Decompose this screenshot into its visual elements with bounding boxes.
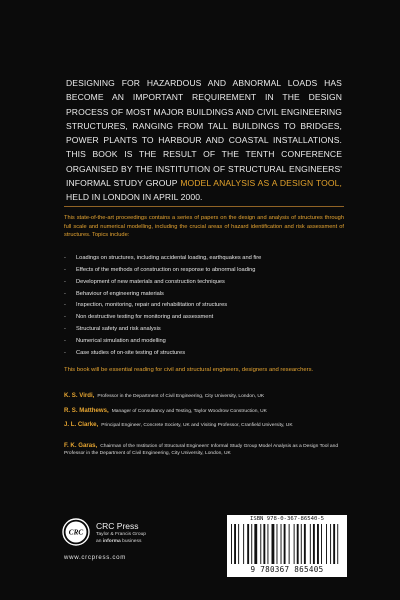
publisher-url[interactable]: www.crcpress.com bbox=[64, 554, 126, 561]
list-item bbox=[64, 348, 344, 360]
intro-text-start: DESIGNING FOR HAZARDOUS AND ABNORMAL LOADS HAS BECOME AN IMPORTANT REQUIREMENT IN THE DESIGN PROCESS OF MOST MAJOR BUILDINGS AND CIVIL ENGINEERING STRUCTURES, RANGING FROM TALL BUILDINGS TO BRIDGES, POWER PLANTS TO HARBOUR AND COASTAL INSTALLATIONS. THIS BOOK IS THE RESULT OF THE TENTH CONFERENCE ORGANISED BY THE INSTITUTION OF STRUCTURAL ENGINEERS' INFORMAL STUDY GROUP bbox=[66, 78, 342, 189]
editor-entry bbox=[64, 421, 344, 429]
topic-text: Development of new materials and construction techniques bbox=[76, 278, 225, 285]
divider-rule bbox=[64, 206, 344, 207]
barcode-bar bbox=[281, 524, 282, 564]
barcode-bar bbox=[254, 524, 257, 564]
isbn-barcode bbox=[227, 515, 347, 577]
editor-description: Principal Engineer, Concrete Society, UK and Visiting Professor, Cranfield University, UK bbox=[101, 423, 293, 428]
barcode-bar bbox=[272, 524, 275, 564]
editor-description: Professor in the Department of Civil Engineering, City University, London, UK bbox=[97, 394, 265, 399]
intro-text-end: HELD IN LONDON IN APRIL 2000. bbox=[66, 192, 203, 203]
intro-paragraph bbox=[66, 76, 342, 205]
barcode-bar bbox=[313, 524, 315, 564]
barcode-bar bbox=[260, 524, 261, 564]
bullet-dash: - bbox=[64, 337, 66, 344]
isbn-label: ISBN 978-0-367-86540-5 bbox=[249, 516, 325, 522]
topic-text: Loadings on structures, including accidental loading, earthquakes and fire bbox=[76, 255, 262, 261]
publisher-group: Taylor & Francis Group bbox=[96, 532, 147, 537]
barcode-bar bbox=[238, 524, 239, 564]
closing-paragraph: This book will be essential reading for civil and structural engineers, designers and researchers. bbox=[64, 367, 314, 373]
crc-press-logo-icon bbox=[62, 518, 90, 546]
list-item bbox=[64, 300, 344, 312]
barcode-bar bbox=[297, 524, 299, 564]
barcode-bar bbox=[289, 524, 290, 564]
barcode-bar bbox=[304, 524, 306, 564]
list-item bbox=[64, 277, 344, 289]
bullet-dash: - bbox=[64, 349, 66, 356]
barcode-bar bbox=[284, 524, 286, 564]
intro-highlight: MODEL ANALYSIS AS A DESIGN TOOL, bbox=[180, 178, 343, 189]
barcode-bar bbox=[294, 524, 295, 564]
topic-text: Non destructive testing for monitoring and assessment bbox=[76, 314, 214, 321]
bullet-dash: - bbox=[64, 255, 66, 261]
tagline-suffix: business bbox=[120, 539, 142, 544]
editor-entry bbox=[64, 442, 344, 457]
tagline-brand: informa bbox=[102, 539, 121, 544]
publisher-tagline bbox=[96, 539, 141, 544]
list-item bbox=[64, 253, 344, 265]
editor-description: Chairman of the Institution of Structural Engineers' Informal Study Group Model Analysis as a Design Tool and Professor in the Department of Civil Engineering, City University, London, UK bbox=[64, 444, 339, 456]
barcode-digits: 9 780367 865405 bbox=[250, 565, 324, 574]
topic-text: Behaviour of engineering materials bbox=[76, 290, 164, 297]
tagline-prefix: an bbox=[96, 539, 103, 544]
barcode-bar bbox=[231, 524, 232, 564]
editor-name: F. K. Garas, bbox=[64, 442, 98, 449]
topic-text: Structural safety and risk analysis bbox=[76, 326, 161, 333]
barcode-bar bbox=[267, 524, 268, 564]
editor-name: R. S. Matthews, bbox=[64, 407, 109, 414]
barcode-bar bbox=[243, 524, 244, 564]
bullet-dash: - bbox=[64, 314, 66, 321]
barcode-bar bbox=[251, 524, 252, 564]
bullet-dash: - bbox=[64, 326, 66, 333]
barcode-bar bbox=[234, 524, 236, 564]
topic-text: Inspection, monitoring, repair and rehabilitation of structures bbox=[76, 302, 228, 309]
topics-list bbox=[64, 253, 344, 360]
barcode-bar bbox=[317, 524, 319, 564]
bullet-dash: - bbox=[64, 278, 66, 285]
bullet-dash: - bbox=[64, 290, 66, 297]
barcode-bars-icon bbox=[231, 524, 343, 564]
barcode-bar bbox=[333, 524, 335, 564]
editor-entry bbox=[64, 407, 344, 415]
topic-text: Case studies of on-site testing of structures bbox=[76, 349, 186, 356]
barcode-bar bbox=[263, 524, 265, 564]
bullet-dash: - bbox=[64, 302, 66, 309]
editor-name: J. L. Clarke, bbox=[64, 421, 99, 428]
logo-text: CRC bbox=[68, 528, 84, 537]
editor-entry bbox=[64, 392, 344, 400]
bullet-dash: - bbox=[64, 266, 66, 273]
barcode-bar bbox=[277, 524, 278, 564]
editor-name: K. S. Virdi, bbox=[64, 392, 95, 399]
list-item bbox=[64, 312, 344, 324]
list-item bbox=[64, 324, 344, 336]
publisher-block bbox=[62, 513, 212, 573]
list-item bbox=[64, 336, 344, 348]
list-item bbox=[64, 289, 344, 301]
barcode-bar bbox=[247, 524, 249, 564]
topic-text: Numerical simulation and modelling bbox=[76, 337, 166, 344]
editor-description: Manager of Consultancy and Testing, Taylor Woodrow Construction, UK bbox=[111, 409, 267, 414]
lead-paragraph: This state-of-the-art proceedings contains a series of papers on the design and analysis of structures through full scale and numerical modelling, including the crucial areas of hazard identification and risk assessment of structures. Topics include: bbox=[64, 215, 344, 239]
barcode-bar bbox=[310, 524, 311, 564]
barcode-bar bbox=[337, 524, 338, 564]
list-item bbox=[64, 265, 344, 277]
barcode-bar bbox=[321, 524, 322, 564]
topic-text: Effects of the methods of construction on response to abnormal loading bbox=[76, 266, 256, 273]
barcode-bar bbox=[330, 524, 331, 564]
barcode-bar bbox=[301, 524, 302, 564]
publisher-name: CRC Press bbox=[96, 521, 139, 531]
barcode-bar bbox=[326, 524, 327, 564]
